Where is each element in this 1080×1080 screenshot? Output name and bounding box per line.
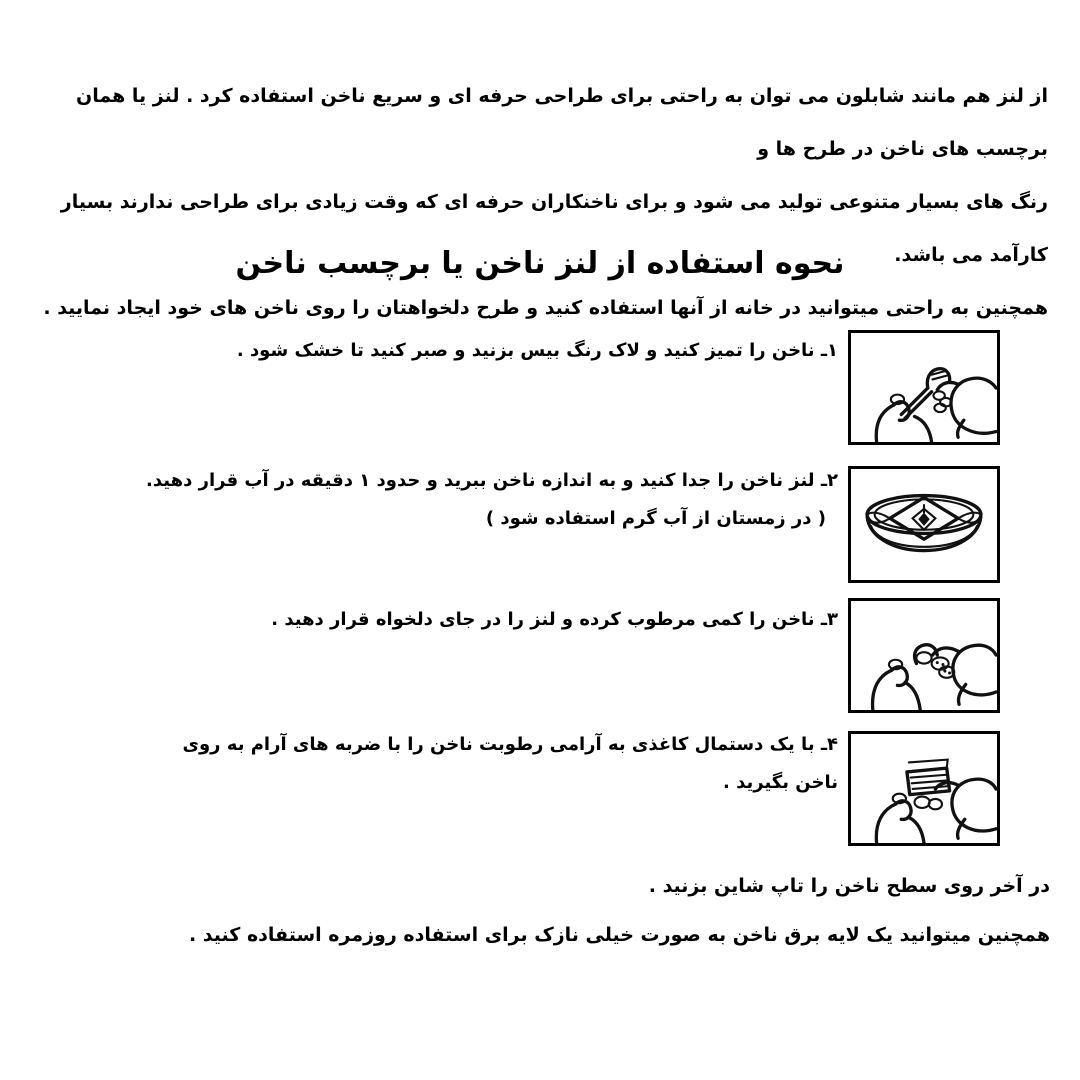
hands-dabbing-tissue-icon [851,734,997,843]
page-title: نحوه استفاده از لنز ناخن یا برچسب ناخن [235,246,845,281]
footer-notes [30,862,1050,960]
footer-line-2: همچنین میتوانید یک لایه برق ناخن به صورت خیلی نازک برای استفاده روزمره استفاده کنید . [188,924,1050,946]
intro-paragraph [32,70,1048,335]
step-2-illustration [848,466,1000,583]
step-4-illustration [848,731,1000,846]
step-1-text: ۱ـ ناخن را تمیز کنید و لاک رنگ بیس بزنید و صبر کنید تا خشک شود . [236,340,838,361]
step-3-text: ۳ـ ناخن را کمی مرطوب کرده و لنز را در جای دلخواه قرار دهید . [271,609,838,630]
hands-placing-lens-icon [851,601,997,710]
hands-applying-base-coat-icon [851,333,997,442]
step-2-main-line: ۲ـ لنز ناخن را جدا کنید و به اندازه ناخن ببرید و حدود ۱ دقیقه در آب قرار دهید. [146,470,838,491]
step-2-note: ( در زمستان از آب گرم استفاده شود ) [485,508,826,529]
step-4-text: ۴ـ با یک دستمال کاغذی به آرامی رطوبت ناخن را با ضربه های آرام به روی ناخن بگیرید . [182,734,838,793]
step-3-illustration [848,598,1000,713]
footer-line-1: در آخر روی سطح ناخن را تاپ شاین بزنید . [648,875,1050,897]
intro-line-2: رنگ های بسیار متنوعی تولید می شود و برای ناخنکاران حرفه ای که وقت زیادی برای طراحی ندارند بسیار کارآمد می باشد. [60,191,1048,266]
bowl-of-water-icon [851,469,997,580]
intro-line-3: همچنین به راحتی میتوانید در خانه از آنها استفاده کنید و طرح دلخواهتان را روی ناخن های خود ایجاد نمایید . [43,297,1048,319]
intro-line-1: از لنز هم مانند شابلون می توان به راحتی برای طراحی حرفه ای و سریع ناخن استفاده کرد . لنز یا همان برچسب های ناخن در طرح ها و [75,85,1048,160]
step-2-text [40,462,838,538]
step-1-illustration [848,330,1000,445]
